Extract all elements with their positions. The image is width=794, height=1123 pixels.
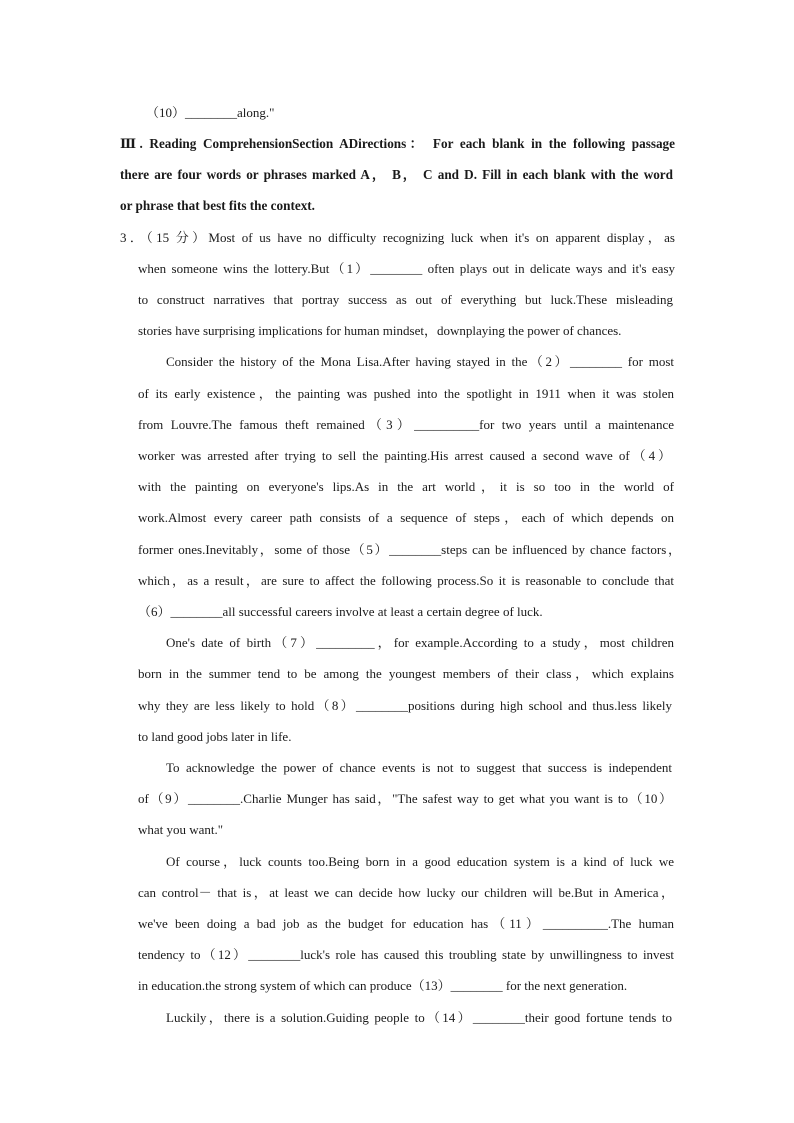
question-line: stories have surprising implications for human mindset，downplaying the power of chances.: [138, 323, 622, 338]
question-line: which，as a result，are sure to affect the following process.So it is reasonable to conclude that: [138, 573, 674, 588]
question-line: born in the summer tend to be among the youngest members of their class，which explains: [138, 666, 674, 681]
question-line: can control－ that is，at least we can decide how lucky our children will be.But in America，: [138, 885, 674, 900]
question-line: tendency to（12）________luck's role has caused this troubling state by unwillingness to invest: [138, 947, 674, 962]
question-line: of（9）________.Charlie Munger has said，"The safest way to get what you want is to（10）: [138, 791, 672, 806]
continued-line: （10）________along.": [146, 105, 275, 120]
question-line: Luckily，there is a solution.Guiding people to（14）________their good fortune tends to: [166, 1010, 672, 1025]
question-line: what you want.": [138, 822, 224, 837]
question-line: to construct narratives that portray success as out of everything but luck.These misleading: [138, 292, 673, 307]
question-line: with the painting on everyone's lips.As in the art world，it is so too in the world of: [138, 479, 674, 494]
question-line: we've been doing a bad job as the budget for education has（11）__________.The human: [138, 916, 674, 931]
question-line: why they are less likely to hold（8）________positions during high school and thus.less likely: [138, 698, 672, 713]
question-line: in education.the strong system of which can produce（13）________ for the next generation.: [138, 978, 628, 993]
question-line: （6）________all successful careers involve at least a certain degree of luck.: [138, 604, 543, 619]
question-line: former ones.Inevitably，some of those（5）________steps can be influenced by chance factors，: [138, 542, 681, 557]
question-line: To acknowledge the power of chance events is not to suggest that success is independent: [166, 760, 672, 775]
question-line: to land good jobs later in life.: [138, 729, 292, 744]
section-heading-line-1: Ⅲ. Reading ComprehensionSection ADirections： For each blank in the following passage: [120, 136, 675, 151]
question-line: One's date of birth（7）_________，for example.According to a study，most children: [166, 635, 674, 650]
question-line: of its early existence，the painting was pushed into the spotlight in 1911 when it was stolen: [138, 386, 674, 401]
question-line: Consider the history of the Mona Lisa.After having stayed in the（2）________ for most: [166, 354, 674, 369]
question-line: when someone wins the lottery.But（1）________ often plays out in delicate ways and it's easy: [138, 261, 675, 276]
question-line: 3．（15 分）Most of us have no difficulty recognizing luck when it's on apparent display，as: [120, 230, 675, 245]
section-heading-line-3: or phrase that best fits the context.: [120, 198, 315, 213]
question-line: Of course，luck counts too.Being born in a good education system is a kind of luck we: [166, 854, 674, 869]
question-line: from Louvre.The famous theft remained（3）__________for two years until a maintenance: [138, 417, 674, 432]
question-line: worker was arrested after trying to sell the painting.His arrest caused a second wave of（4）: [138, 448, 671, 463]
section-heading-line-2: there are four words or phrases marked A， B， C and D. Fill in each blank with the word: [120, 167, 673, 182]
question-line: work.Almost every career path consists of a sequence of steps，each of which depends on: [138, 510, 674, 525]
